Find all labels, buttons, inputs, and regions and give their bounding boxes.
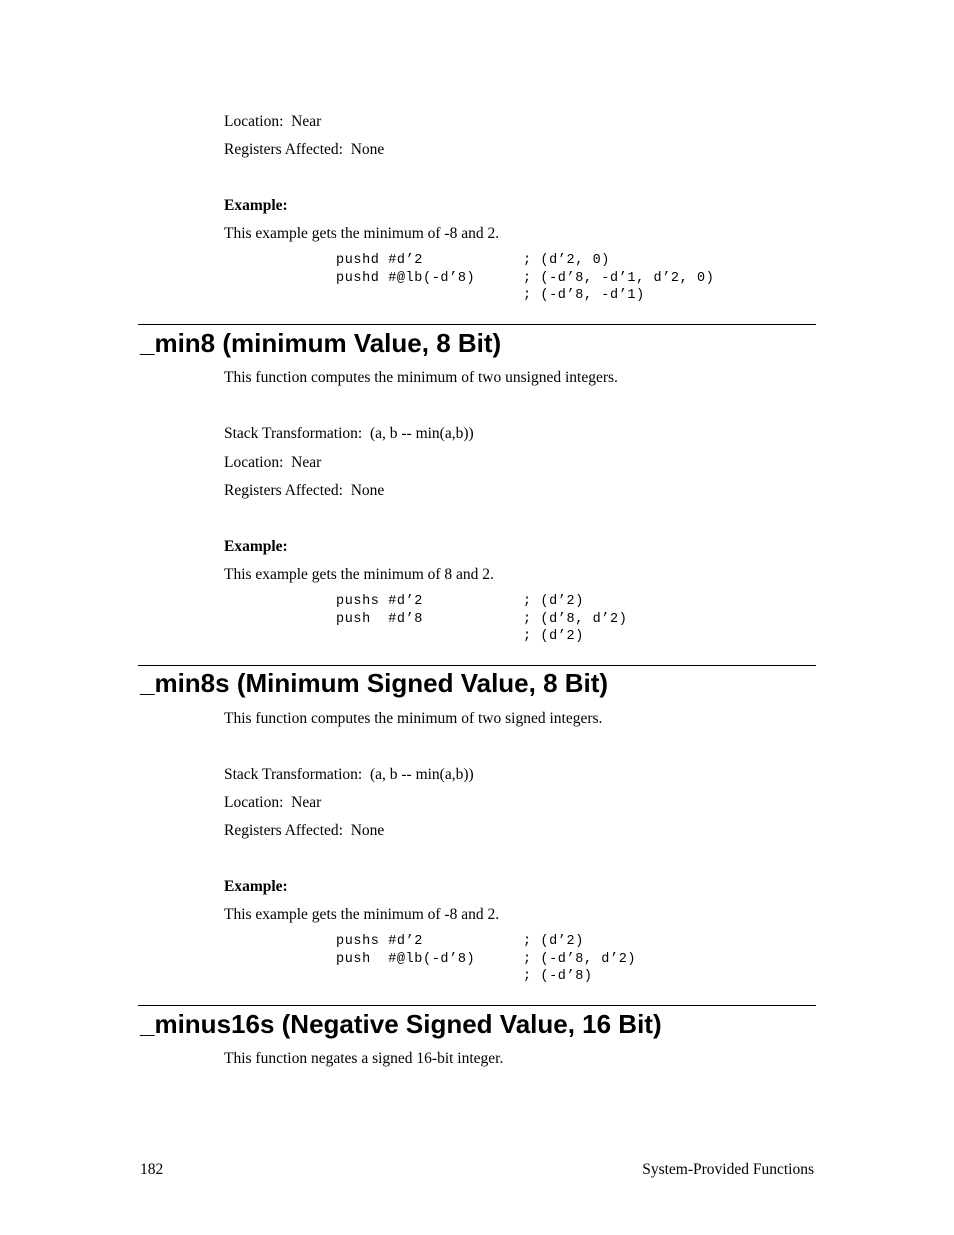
code-comment: ; (-d’8, d’2)	[523, 951, 637, 967]
example-description: This example gets the minimum of -8 and 2.	[224, 906, 500, 923]
example-label: Example:	[224, 538, 288, 555]
code-comment: ; (d’2)	[523, 934, 584, 949]
code-instruction: push #d’8	[336, 611, 424, 627]
code-comment: ; (-d’8)	[523, 969, 593, 984]
section-title-minus16s: _minus16s (Negative Signed Value, 16 Bit)	[140, 1009, 662, 1039]
section-title-min8s: _min8s (Minimum Signed Value, 8 Bit)	[140, 668, 609, 698]
code-instruction: pushs #d’2	[336, 594, 424, 609]
code-comment: ; (d’8, d’2)	[523, 611, 628, 627]
registers-affected-text: Registers Affected: None	[224, 141, 385, 158]
registers-affected-text: Registers Affected: None	[224, 822, 385, 839]
code-comment: ; (d’2, 0)	[523, 253, 611, 268]
page-number: 182	[140, 1161, 164, 1178]
section-description: This function computes the minimum of two signed integers.	[224, 710, 603, 727]
example-description: This example gets the minimum of -8 and 2.	[224, 225, 500, 242]
stack-transformation-text: Stack Transformation: (a, b -- min(a,b))	[224, 766, 474, 783]
location-text: Location: Near	[224, 794, 322, 811]
section-description: This function computes the minimum of two unsigned integers.	[224, 369, 618, 386]
section-description: This function negates a signed 16-bit integer.	[224, 1050, 504, 1067]
section-divider	[138, 324, 816, 325]
example-description: This example gets the minimum of 8 and 2.	[224, 566, 494, 583]
code-comment: ; (-d’8, -d’1, d’2, 0)	[523, 270, 715, 286]
code-comment: ; (-d’8, -d’1)	[523, 288, 645, 303]
example-label: Example:	[224, 878, 288, 895]
code-comment: ; (d’2)	[523, 594, 584, 609]
location-text: Location: Near	[224, 113, 322, 130]
code-instruction: push #@lb(-d’8)	[336, 951, 476, 967]
section-divider	[138, 1005, 816, 1006]
code-comment: ; (d’2)	[523, 629, 584, 644]
section-divider	[138, 665, 816, 666]
stack-transformation-text: Stack Transformation: (a, b -- min(a,b))	[224, 425, 474, 442]
code-instruction: pushd #@lb(-d’8)	[336, 270, 476, 286]
code-instruction: pushd #d’2	[336, 253, 424, 268]
registers-affected-text: Registers Affected: None	[224, 482, 385, 499]
location-text: Location: Near	[224, 454, 322, 471]
footer-section-title: System-Provided Functions	[642, 1161, 814, 1178]
code-instruction: pushs #d’2	[336, 934, 424, 949]
section-title-min8: _min8 (minimum Value, 8 Bit)	[140, 328, 502, 358]
example-label: Example:	[224, 197, 288, 214]
